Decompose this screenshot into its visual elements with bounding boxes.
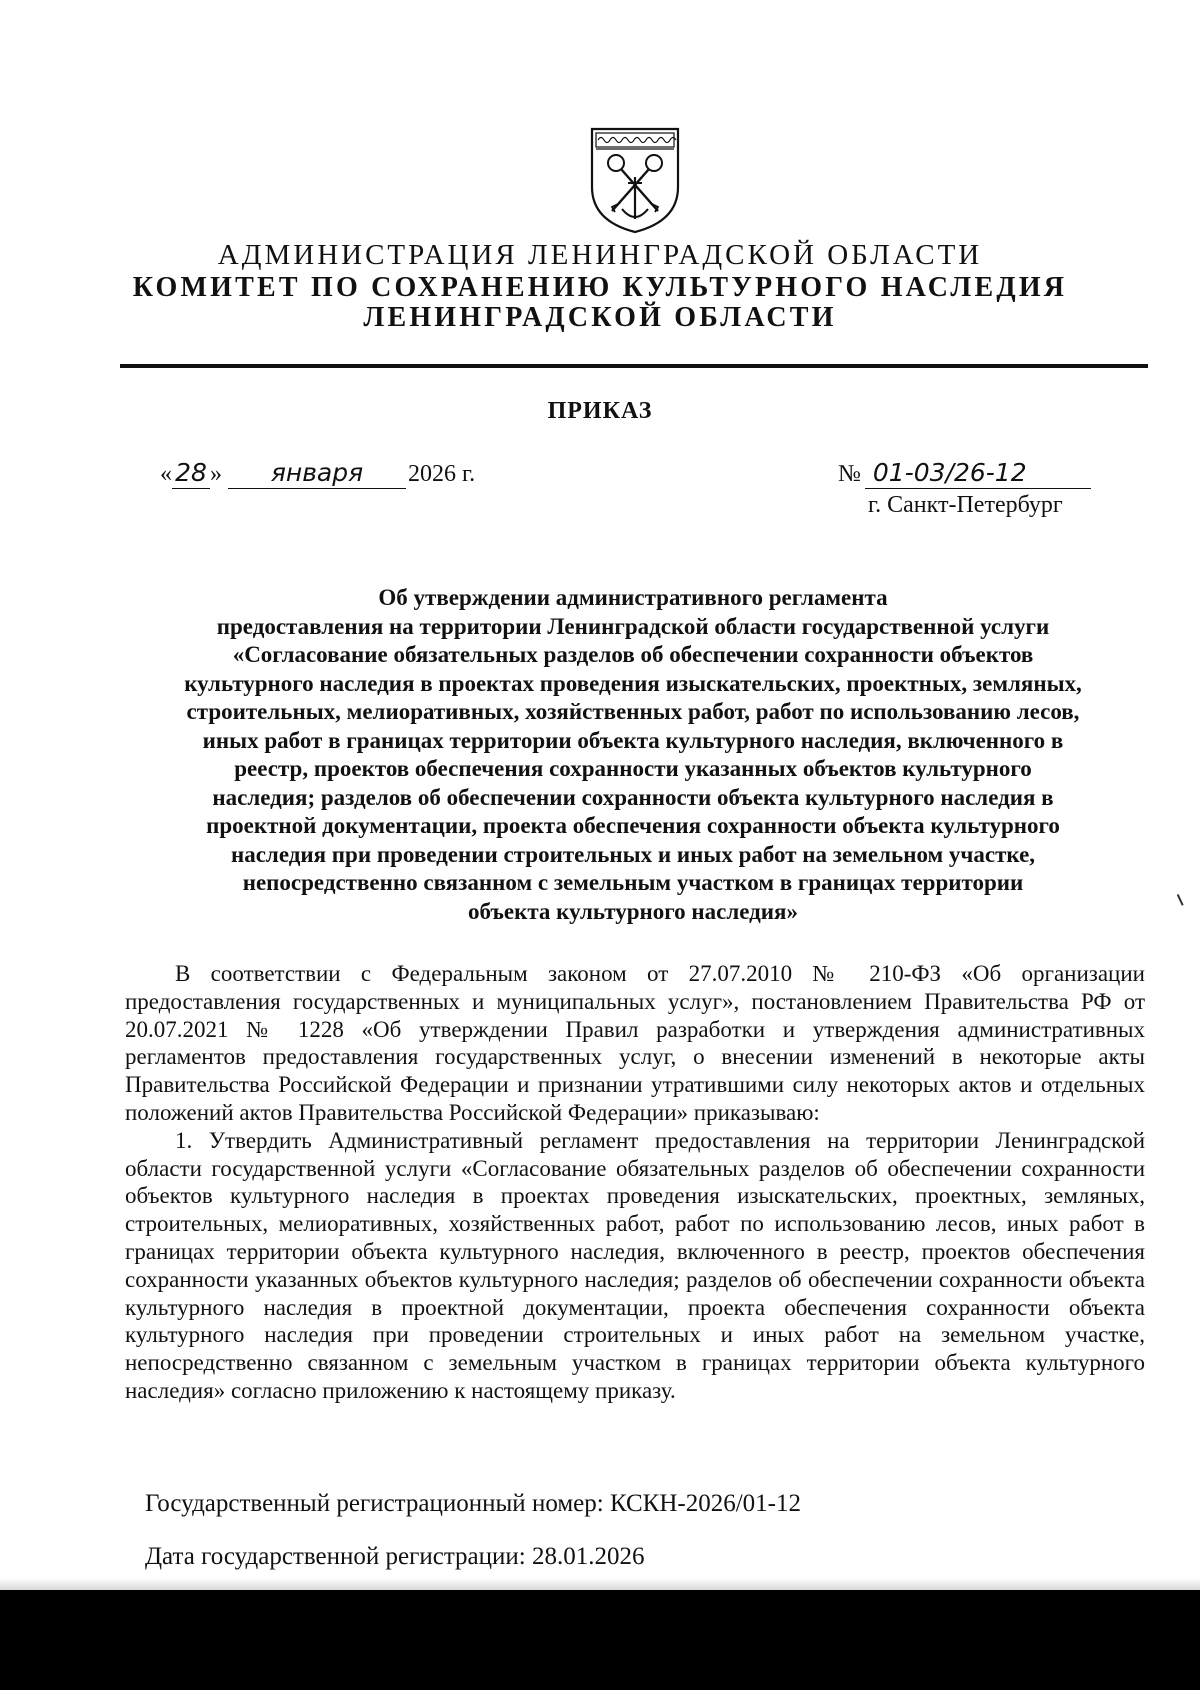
order-city: г. Санкт-Петербург xyxy=(868,492,1063,518)
org-name-line-1: АДМИНИСТРАЦИЯ ЛЕНИНГРАДСКОЙ ОБЛАСТИ xyxy=(217,239,983,271)
preamble-paragraph: В соответствии с Федеральным законом от 27.07.2010 № 210-ФЗ «Об организации предоставления государственных и муниципальных услуг», постановлением Правительства РФ от 20.07.2021 № 1228 «Об утверждении Правил разработки и утверждения административных регламентов предоставления государственных услуг, о внесении изменений в некоторые акты Правительства Российской Федерации и признании утратившими силу некоторых актов и отдельных положений актов Правительства Российской Федерации» приказываю: xyxy=(125,961,1145,1125)
subject-line: объекта культурного наследия» xyxy=(468,898,798,924)
order-body xyxy=(125,960,1145,1405)
order-subject xyxy=(118,584,1148,926)
subject-line: строительных, мелиоративных, хозяйственных работ, работ по использованию лесов, xyxy=(186,699,1080,724)
date-close-quote: » xyxy=(210,461,222,487)
scan-artifact xyxy=(1177,892,1188,905)
registration-number: Государственный регистрационный номер: КСКН-2026/01-12 xyxy=(145,1490,802,1517)
subject-line: проектной документации, проекта обеспечения сохранности объекта культурного xyxy=(206,813,1060,838)
org-name-line-3: ЛЕНИНГРАДСКОЙ ОБЛАСТИ xyxy=(363,302,837,333)
subject-line: «Согласование обязательных разделов об обеспечении сохранности объектов xyxy=(232,642,1034,667)
subject-line: иных работ в границах территории объекта культурного наследия, включенного в xyxy=(202,727,1064,753)
scan-bottom-edge xyxy=(0,1590,1200,1690)
date-open-quote: « xyxy=(160,461,172,487)
subject-line: предоставления на территории Ленинградской области государственной услуги xyxy=(216,613,1050,639)
order-title: ПРИКАЗ xyxy=(547,398,653,424)
subject-line: наследия; разделов об обеспечении сохранности объекта культурного наследия в xyxy=(212,784,1054,810)
registration-date: Дата государственной регистрации: 28.01.2026 xyxy=(145,1543,645,1570)
order-date xyxy=(160,458,475,489)
subject-line: культурного наследия в проектах проведения изыскательских, проектных, земляных, xyxy=(184,670,1082,696)
subject-line: реестр, проектов обеспечения сохранности указанных объектов культурного xyxy=(234,756,1032,781)
number-sign: № xyxy=(838,461,861,487)
order-number xyxy=(838,458,1091,489)
subject-line: наследия при проведении строительных и иных работ на земельном участке, xyxy=(230,841,1036,867)
coat-of-arms-icon xyxy=(588,125,682,235)
date-year: 2026 г. xyxy=(408,461,476,487)
item-1-paragraph: 1. Утвердить Административный регламент предоставления на территории Ленинградской области государственной услуги «Согласование обязательных разделов об обеспечении сохранности объектов культурного наследия в проектах проведения изыскательских, проектных, земляных, строительных, мелиоративных, хозяйственных работ, работ по использованию лесов, иных работ в границах территории объекта культурного наследия, включенного в реестр, проектов обеспечения сохранности указанных объектов культурного наследия; разделов об обеспечении сохранности объекта культурного наследия в проектной документации, проекта обеспечения сохранности объекта культурного наследия при проведении строительных и иных работ на земельном участке, непосредственно связанном с земельным участком в границах территории объекта культурного наследия» согласно приложению к настоящему приказу. xyxy=(125,1127,1145,1403)
scan-edge-fade xyxy=(0,1578,1200,1590)
subject-line: непосредственно связанном с земельным участком в границах территории xyxy=(242,870,1024,895)
subject-line: Об утверждении административного регламента xyxy=(378,585,888,610)
org-name-line-2: КОМИТЕТ ПО СОХРАНЕНИЮ КУЛЬТУРНОГО НАСЛЕДИЯ xyxy=(132,272,1068,303)
header-divider xyxy=(120,364,1148,368)
handwritten-order-number: 01-03/26-12 xyxy=(865,458,1091,489)
handwritten-date-day: 28 xyxy=(172,458,210,489)
handwritten-date-month: января xyxy=(228,458,406,489)
